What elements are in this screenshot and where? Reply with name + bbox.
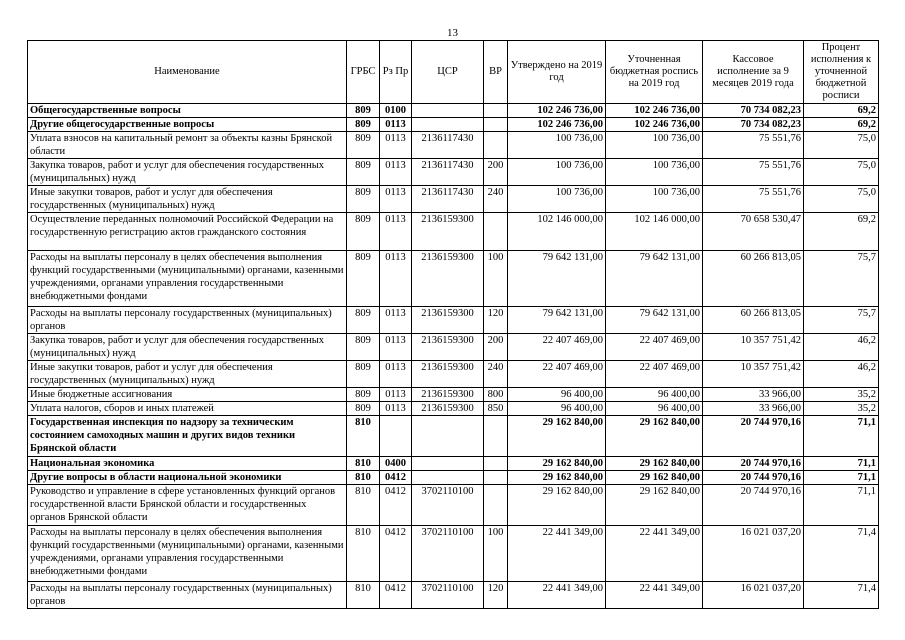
cell-grbs: 809	[347, 159, 380, 186]
cell-grbs: 809	[347, 251, 380, 307]
cell-cash: 75 551,76	[703, 132, 804, 159]
cell-approved: 102 146 000,00	[508, 213, 606, 251]
cell-csr: 3702110100	[412, 485, 484, 526]
cell-rzpr: 0113	[380, 402, 412, 416]
cell-refined: 102 246 736,00	[606, 118, 703, 132]
cell-refined: 102 246 736,00	[606, 104, 703, 118]
cell-cash: 70 658 530,47	[703, 213, 804, 251]
cell-rzpr: 0412	[380, 526, 412, 582]
cell-approved: 96 400,00	[508, 388, 606, 402]
cell-percent: 69,2	[804, 118, 879, 132]
cell-vr	[484, 213, 508, 251]
cell-name: Закупка товаров, работ и услуг для обеспечения государственных (муниципальных) нужд	[28, 159, 347, 186]
header-vr: ВР	[484, 41, 508, 104]
table-row	[28, 251, 879, 307]
cell-csr: 3702110100	[412, 582, 484, 609]
cell-vr	[484, 118, 508, 132]
cell-csr: 2136159300	[412, 251, 484, 307]
cell-vr: 120	[484, 307, 508, 334]
cell-vr: 200	[484, 159, 508, 186]
cell-percent: 71,4	[804, 526, 879, 582]
table-row	[28, 132, 879, 159]
header-cash: Кассовое исполнение за 9 месяцев 2019 года	[703, 41, 804, 104]
cell-rzpr: 0113	[380, 213, 412, 251]
cell-approved: 29 162 840,00	[508, 416, 606, 457]
cell-cash: 70 734 082,23	[703, 118, 804, 132]
cell-rzpr: 0412	[380, 582, 412, 609]
cell-name: Расходы на выплаты персоналу государственных (муниципальных) органов	[28, 582, 347, 609]
cell-grbs: 810	[347, 526, 380, 582]
cell-name: Уплата налогов, сборов и иных платежей	[28, 402, 347, 416]
cell-name: Государственная инспекция по надзору за техническим состоянием самоходных машин и других видов техники Брянской области	[28, 416, 347, 457]
cell-refined: 22 441 349,00	[606, 582, 703, 609]
cell-percent: 46,2	[804, 361, 879, 388]
cell-name: Расходы на выплаты персоналу в целях обеспечения выполнения функций государственными (муниципальными) органами, казенными учреждениями, органами управления государственными внебюджетными фондами	[28, 526, 347, 582]
cell-refined: 29 162 840,00	[606, 471, 703, 485]
cell-vr: 200	[484, 334, 508, 361]
cell-refined: 100 736,00	[606, 132, 703, 159]
cell-rzpr: 0400	[380, 457, 412, 471]
cell-approved: 100 736,00	[508, 186, 606, 213]
cell-grbs: 810	[347, 471, 380, 485]
table-row	[28, 361, 879, 388]
cell-rzpr	[380, 416, 412, 457]
header-refined: Уточненная бюджетная роспись на 2019 год	[606, 41, 703, 104]
cell-refined: 29 162 840,00	[606, 485, 703, 526]
cell-refined: 22 441 349,00	[606, 526, 703, 582]
cell-cash: 20 744 970,16	[703, 416, 804, 457]
cell-csr	[412, 416, 484, 457]
cell-name: Общегосударственные вопросы	[28, 104, 347, 118]
cell-cash: 20 744 970,16	[703, 457, 804, 471]
cell-vr: 100	[484, 526, 508, 582]
header-name: Наименование	[28, 41, 347, 104]
cell-percent: 46,2	[804, 334, 879, 361]
table-row	[28, 402, 879, 416]
cell-name: Иные закупки товаров, работ и услуг для обеспечения государственных (муниципальных) нужд	[28, 361, 347, 388]
cell-vr: 240	[484, 361, 508, 388]
table-row	[28, 388, 879, 402]
cell-csr: 2136117430	[412, 132, 484, 159]
cell-approved: 96 400,00	[508, 402, 606, 416]
cell-refined: 96 400,00	[606, 388, 703, 402]
table-row	[28, 582, 879, 609]
cell-grbs: 809	[347, 334, 380, 361]
cell-vr: 240	[484, 186, 508, 213]
cell-refined: 79 642 131,00	[606, 251, 703, 307]
cell-grbs: 810	[347, 457, 380, 471]
cell-approved: 22 407 469,00	[508, 361, 606, 388]
table-row	[28, 213, 879, 251]
cell-refined: 102 146 000,00	[606, 213, 703, 251]
table-row	[28, 104, 879, 118]
cell-approved: 102 246 736,00	[508, 104, 606, 118]
cell-rzpr: 0113	[380, 388, 412, 402]
cell-percent: 75,7	[804, 251, 879, 307]
cell-cash: 75 551,76	[703, 159, 804, 186]
page-number: 13	[447, 27, 458, 39]
cell-refined: 79 642 131,00	[606, 307, 703, 334]
cell-name: Руководство и управление в сфере установленных функций органов государственной власти Брянской области и государственных органов Брянской области	[28, 485, 347, 526]
cell-name: Иные закупки товаров, работ и услуг для обеспечения государственных (муниципальных) нужд	[28, 186, 347, 213]
table-row	[28, 416, 879, 457]
table-row	[28, 334, 879, 361]
cell-name: Расходы на выплаты персоналу в целях обеспечения выполнения функций государственными (муниципальными) органами, казенными учреждениями, органами управления государственными внебюджетными фондами	[28, 251, 347, 307]
cell-csr: 2136159300	[412, 307, 484, 334]
cell-refined: 100 736,00	[606, 186, 703, 213]
cell-refined: 22 407 469,00	[606, 334, 703, 361]
cell-approved: 100 736,00	[508, 159, 606, 186]
cell-name: Расходы на выплаты персоналу государственных (муниципальных) органов	[28, 307, 347, 334]
cell-percent: 71,1	[804, 457, 879, 471]
table-row	[28, 471, 879, 485]
cell-cash: 20 744 970,16	[703, 485, 804, 526]
cell-vr: 850	[484, 402, 508, 416]
cell-csr	[412, 471, 484, 485]
cell-csr	[412, 104, 484, 118]
cell-vr	[484, 457, 508, 471]
cell-csr	[412, 457, 484, 471]
cell-refined: 29 162 840,00	[606, 416, 703, 457]
cell-refined: 22 407 469,00	[606, 361, 703, 388]
cell-approved: 102 246 736,00	[508, 118, 606, 132]
cell-rzpr: 0113	[380, 307, 412, 334]
cell-rzpr: 0113	[380, 159, 412, 186]
budget-table	[27, 40, 879, 609]
cell-refined: 100 736,00	[606, 159, 703, 186]
cell-approved: 22 407 469,00	[508, 334, 606, 361]
cell-vr	[484, 471, 508, 485]
header-csr: ЦСР	[412, 41, 484, 104]
table-row	[28, 526, 879, 582]
cell-name: Национальная экономика	[28, 457, 347, 471]
cell-grbs: 809	[347, 388, 380, 402]
cell-vr: 800	[484, 388, 508, 402]
cell-percent: 71,1	[804, 485, 879, 526]
cell-percent: 71,1	[804, 416, 879, 457]
cell-cash: 70 734 082,23	[703, 104, 804, 118]
cell-rzpr: 0113	[380, 132, 412, 159]
header-rzpr: Рз Пр	[380, 41, 412, 104]
cell-cash: 33 966,00	[703, 388, 804, 402]
cell-percent: 69,2	[804, 104, 879, 118]
cell-cash: 20 744 970,16	[703, 471, 804, 485]
cell-grbs: 810	[347, 485, 380, 526]
cell-grbs: 810	[347, 582, 380, 609]
cell-csr	[412, 118, 484, 132]
cell-vr	[484, 104, 508, 118]
cell-name: Иные бюджетные ассигнования	[28, 388, 347, 402]
cell-percent: 75,0	[804, 186, 879, 213]
cell-rzpr: 0412	[380, 471, 412, 485]
cell-csr: 2136159300	[412, 334, 484, 361]
table-row	[28, 485, 879, 526]
cell-percent: 75,0	[804, 132, 879, 159]
cell-name: Уплата взносов на капитальный ремонт за объекты казны Брянской области	[28, 132, 347, 159]
cell-approved: 22 441 349,00	[508, 526, 606, 582]
cell-rzpr: 0100	[380, 104, 412, 118]
header-approved: Утверждено на 2019 год	[508, 41, 606, 104]
cell-cash: 10 357 751,42	[703, 334, 804, 361]
cell-approved: 29 162 840,00	[508, 457, 606, 471]
table-body	[28, 104, 879, 609]
cell-grbs: 809	[347, 186, 380, 213]
table-row	[28, 457, 879, 471]
cell-cash: 60 266 813,05	[703, 251, 804, 307]
cell-grbs: 809	[347, 118, 380, 132]
header-grbs: ГРБС	[347, 41, 380, 104]
cell-name: Осуществление переданных полномочий Российской Федерации на государственную регистрацию актов гражданского состояния	[28, 213, 347, 251]
cell-grbs: 809	[347, 213, 380, 251]
cell-approved: 22 441 349,00	[508, 582, 606, 609]
cell-csr: 2136117430	[412, 186, 484, 213]
cell-name: Другие общегосударственные вопросы	[28, 118, 347, 132]
cell-cash: 75 551,76	[703, 186, 804, 213]
cell-rzpr: 0113	[380, 251, 412, 307]
cell-percent: 71,4	[804, 582, 879, 609]
cell-vr	[484, 416, 508, 457]
cell-vr	[484, 485, 508, 526]
cell-cash: 33 966,00	[703, 402, 804, 416]
cell-grbs: 809	[347, 402, 380, 416]
cell-rzpr: 0412	[380, 485, 412, 526]
cell-percent: 69,2	[804, 213, 879, 251]
cell-percent: 75,7	[804, 307, 879, 334]
cell-csr: 2136117430	[412, 159, 484, 186]
cell-grbs: 809	[347, 361, 380, 388]
cell-csr: 3702110100	[412, 526, 484, 582]
cell-approved: 29 162 840,00	[508, 471, 606, 485]
cell-csr: 2136159300	[412, 388, 484, 402]
cell-approved: 29 162 840,00	[508, 485, 606, 526]
table-row	[28, 186, 879, 213]
cell-rzpr: 0113	[380, 334, 412, 361]
cell-rzpr: 0113	[380, 186, 412, 213]
cell-grbs: 809	[347, 307, 380, 334]
cell-rzpr: 0113	[380, 118, 412, 132]
cell-refined: 29 162 840,00	[606, 457, 703, 471]
cell-approved: 100 736,00	[508, 132, 606, 159]
cell-grbs: 809	[347, 132, 380, 159]
cell-rzpr: 0113	[380, 361, 412, 388]
cell-cash: 10 357 751,42	[703, 361, 804, 388]
cell-csr: 2136159300	[412, 213, 484, 251]
header-percent: Процент исполнения к уточненной бюджетной росписи	[804, 41, 879, 104]
table-row	[28, 307, 879, 334]
cell-vr	[484, 132, 508, 159]
cell-csr: 2136159300	[412, 402, 484, 416]
cell-vr: 120	[484, 582, 508, 609]
cell-approved: 79 642 131,00	[508, 251, 606, 307]
cell-percent: 35,2	[804, 402, 879, 416]
cell-refined: 96 400,00	[606, 402, 703, 416]
cell-approved: 79 642 131,00	[508, 307, 606, 334]
cell-name: Закупка товаров, работ и услуг для обеспечения государственных (муниципальных) нужд	[28, 334, 347, 361]
cell-cash: 16 021 037,20	[703, 526, 804, 582]
table-header-row	[28, 41, 879, 104]
table-row	[28, 159, 879, 186]
cell-percent: 71,1	[804, 471, 879, 485]
cell-name: Другие вопросы в области национальной экономики	[28, 471, 347, 485]
cell-cash: 60 266 813,05	[703, 307, 804, 334]
cell-csr: 2136159300	[412, 361, 484, 388]
table-row	[28, 118, 879, 132]
cell-vr: 100	[484, 251, 508, 307]
cell-percent: 35,2	[804, 388, 879, 402]
cell-grbs: 809	[347, 104, 380, 118]
cell-grbs: 810	[347, 416, 380, 457]
cell-percent: 75,0	[804, 159, 879, 186]
cell-cash: 16 021 037,20	[703, 582, 804, 609]
